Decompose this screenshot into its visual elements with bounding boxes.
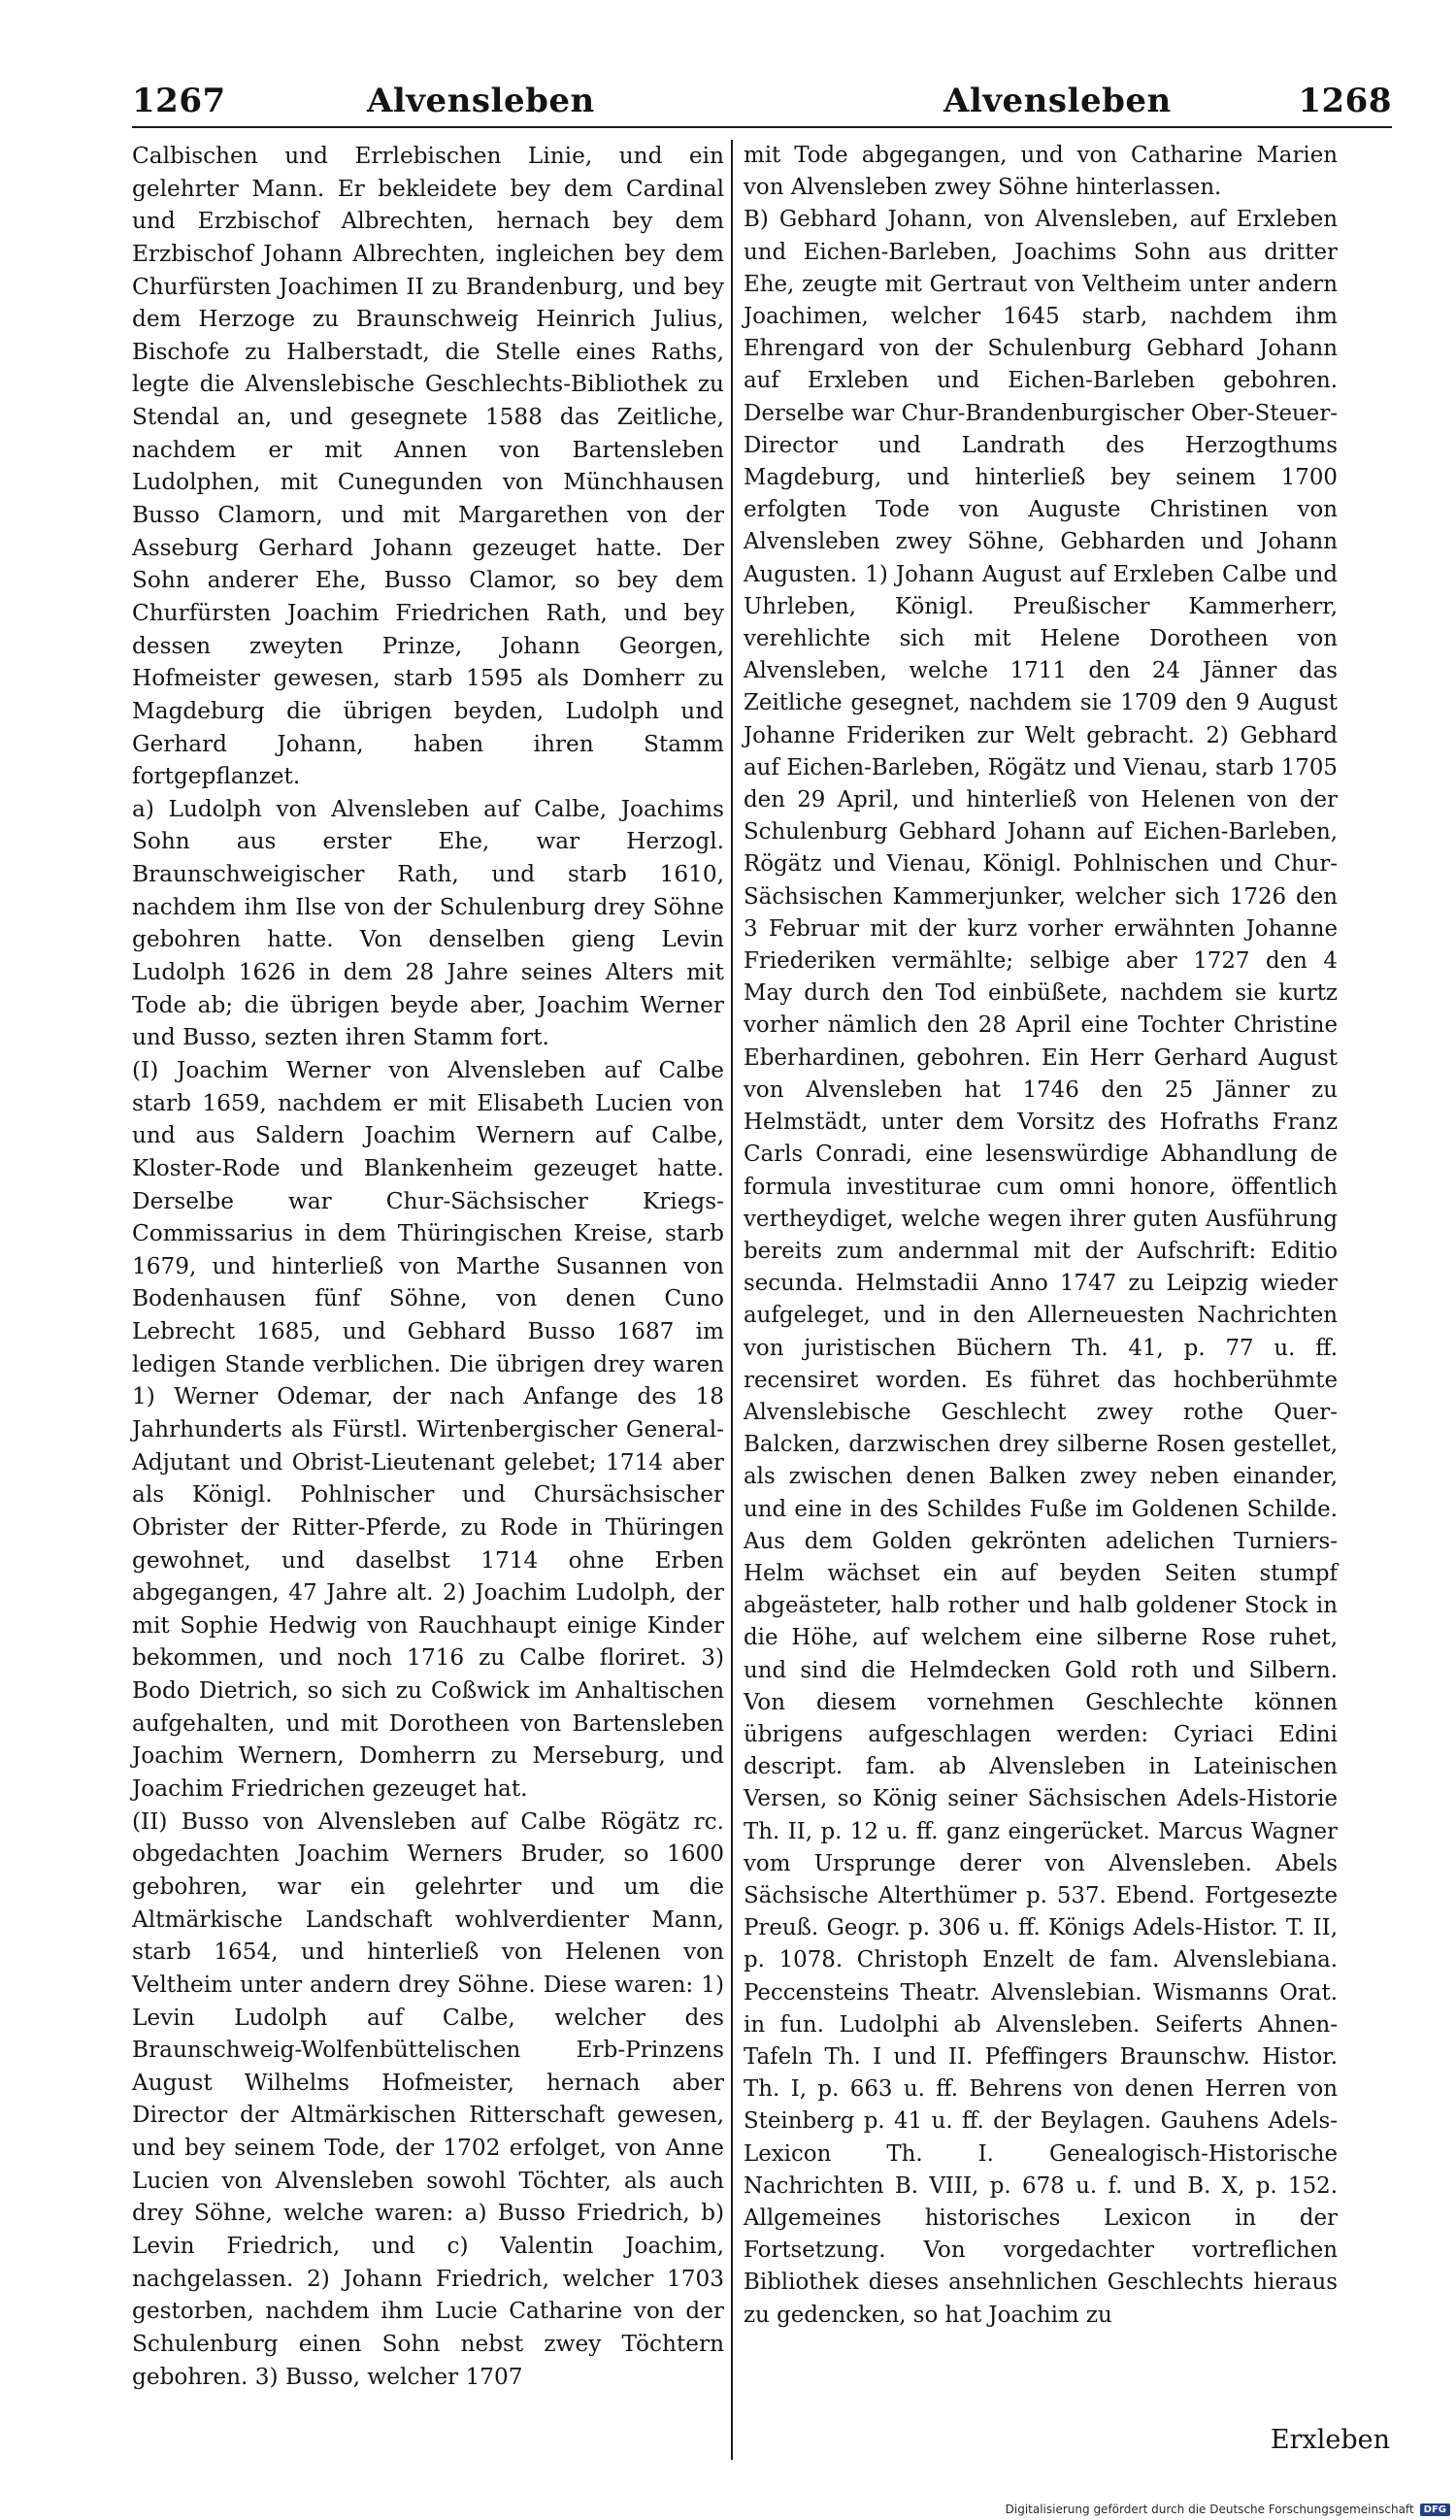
page-number-left: 1267	[132, 82, 226, 120]
running-title-right: Alvensleben	[943, 82, 1172, 120]
paragraph: a) Ludolph von Alvensleben auf Calbe, Joachims Sohn aus erster Ehe, war Herzogl. Braunschweigischer Rath, und starb 1610, nachdem ihm Ilse von der Schulenburg drey Söhne gebohren hatte. Von denselben gieng Levin Ludolph 1626 in dem 28 Jahre seines Alters mit Tode ab; die übrigen beyde aber, Joachim Werner und Busso, sezten ihren Stamm fort.	[132, 795, 724, 1051]
paragraph: (I) Joachim Werner von Alvensleben auf Calbe starb 1659, nachdem er mit Elisabeth Lucien von und aus Saldern Joachim Wernern auf Calbe, Kloster-Rode und Blankenheim gezeuget hatte. Derselbe war Chur-Sächsischer Kriegs-Commissarius in dem Thüringischen Kreise, starb 1679, und hinterließ von Marthe Susannen von Bodenhausen fünf Söhne, von denen Cuno Lebrecht 1685, und Gebhard Busso 1687 im ledigen Stande verblichen. Die übrigen drey waren 1) Werner Odemar, der nach Anfange des 18 Jahrhunderts als Fürstl. Wirtenbergischer General-Adjutant und Obrist-Lieutenant gelebet; 1714 aber als Königl. Pohlnischer und Chursächsischer Obrister der Ritter-Pferde, zu Rode in Thüringen gewohnet, und daselbst 1714 ohne Erben abgegangen, 47 Jahre alt. 2) Joachim Ludolph, der mit Sophie Hedwig von Rauchhaupt einige Kinder bekommen, und noch 1716 zu Calbe floriret. 3) Bodo Dietrich, so sich zu Coßwick im Anhaltischen aufgehalten, und mit Dorotheen von Bartensleben Joachim Wernern, Domherrn zu Merseburg, und Joachim Friedrichen gezeuget hat.	[132, 1056, 724, 1803]
paragraph: mit Tode abgegangen, und von Catharine Marien von Alvensleben zwey Söhne hinterlassen.	[744, 143, 1338, 201]
left-column	[132, 140, 724, 2393]
paragraph: Calbischen und Errlebischen Linie, und ein gelehrter Mann. Er bekleidete bey dem Cardinal und Erzbischof Albrechten, hernach bey dem Erzbischof Johann Albrechten, ingleichen bey dem Churfürsten Joachimen II zu Brandenburg, und bey dem Herzoge zu Braunschweig Heinrich Julius, Bischofe zu Halberstadt, die Stelle eines Raths, legte die Alvenslebische Geschlechts-Bibliothek zu Stendal an, und gesegnete 1588 das Zeitliche, nachdem er mit Annen von Bartensleben Ludolphen, mit Cunegunden von Münchhausen Busso Clamorn, und mit Margarethen von der Asseburg Gerhard Johann gezeuget hatte. Der Sohn anderer Ehe, Busso Clamor, so bey dem Churfürsten Joachim Friedrichen Rath, und bey dessen zweyten Prinze, Johann Georgen, Hofmeister gewesen, starb 1595 als Domherr zu Magdeburg die übrigen beyden, Ludolph und Gerhard Johann, haben ihren Stamm fortgepflanzet.	[132, 143, 724, 790]
digitization-credit	[1006, 2503, 1450, 2516]
catchword: Erxleben	[1270, 2425, 1390, 2455]
column-divider	[731, 140, 733, 2460]
page-number-right: 1268	[1298, 82, 1392, 120]
page-header	[132, 82, 1392, 130]
dfg-logo-icon: DFG	[1420, 2503, 1450, 2516]
running-title-left: Alvensleben	[367, 82, 595, 120]
paragraph: B) Gebhard Johann, von Alvensleben, auf Erxleben und Eichen-Barleben, Joachims Sohn aus dritter Ehe, zeugte mit Gertraut von Veltheim unter andern Joachimen, welcher 1645 starb, nachdem ihm Ehrengard von der Schulenburg Gebhard Johann auf Erxleben und Eichen-Barleben gebohren. Derselbe war Chur-Brandenburgischer Ober-Steuer-Director und Landrath des Herzogthums Magdeburg, und hinterließ bey seinem 1700 erfolgten Tode von Auguste Christinen von Alvensleben zwey Söhne, Gebharden und Johann Augusten. 1) Johann August auf Erxleben Calbe und Uhrleben, Königl. Preußischer Kammerherr, verehlichte sich mit Helene Dorotheen von Alvensleben, welche 1711 den 24 Jänner das Zeitliche gesegnet, nachdem sie 1709 den 9 August Johanne Frideriken zur Welt gebracht. 2) Gebhard auf Eichen-Barleben, Rögätz und Vienau, starb 1705 den 29 April, und hinterließ von Helenen von der Schulenburg Gebhard Johann auf Eichen-Barleben, Rögätz und Vienau, Königl. Pohlnischen und Chur-Sächsischen Kammerjunker, welcher sich 1726 den 3 Februar mit der kurz vorher erwähnten Johanne Friederiken vermählte; selbige aber 1727 den 4 May durch den Tod einbüßete, nachdem sie kurtz vorher nämlich den 28 April eine Tochter Christine Eberhardinen, gebohren. Ein Herr Gerhard August von Alvensleben hat 1746 den 25 Jänner zu Helmstädt, unter dem Vorsitz des Hofraths Franz Carls Conradi, eine lesenswürdige Abhandlung de formula investiturae cum omni honore, öffentlich vertheydiget, welche wegen ihrer guten Ausführung bereits zum andernmal mit der Aufschrift: Editio secunda. Helmstadii Anno 1747 zu Leipzig wieder aufgeleget, und in den Allerneuesten Nachrichten von juristischen Büchern Th. 41, p. 77 u. ff. recensiret worden. Es führet das hochberühmte Alvenslebische Geschlecht zwey rothe Quer-Balcken, darzwischen drey silberne Rosen gestellet, als zwischen denen Balken zwey neben einander, und eine in des Schildes Fuße im Goldenen Schilde. Aus dem Golden gekrönten adelichen Turniers-Helm wächset ein auf beyden Seiten stumpf abgeästeter, halb rother und halb goldener Stock in die Höhe, auf welchem eine silberne Rose ruhet, und sind die Helmdecken Gold roth und Silbern. Von diesem vornehmen Geschlechte können übrigens aufgeschlagen werden: Cyriaci Edini descript. fam. ab Alvensleben in Lateinischen Versen, so König seiner Sächsischen Adels-Historie Th. II, p. 12 u. ff. ganz eingerücket. Marcus Wagner vom Ursprunge derer von Alvensleben. Abels Sächsische Alterthümer p. 537. Ebend. Fortgesezte Preuß. Geogr. p. 306 u. ff. Königs Adels-Histor. T. II, p. 1078. Christoph Enzelt de fam. Alvenslebiana. Peccensteins Theatr. Alvenslebian. Wismanns Orat. in fun. Ludolphi ab Alvensleben. Seiferts Ahnen-Tafeln Th. I und II. Pfeffingers Braunschw. Histor. Th. I, p. 663 u. ff. Behrens von denen Herren von Steinberg p. 41 u. ff. der Beylagen. Gauhens Adels-Lexicon Th. I. Genealogisch-Historische Nachrichten B. VIII, p. 678 u. f. und B. X, p. 152. Allgemeines historisches Lexicon in der Fortsetzung. Von vorgedachter vortreflichen Bibliothek dieses ansehnlichen Geschlechts hieraus zu gedencken, so hat Joachim zu	[744, 207, 1338, 2328]
paragraph: (II) Busso von Alvensleben auf Calbe Rögätz rc. obgedachten Joachim Werners Bruder, so 1600 gebohren, war ein gelehrter und um die Altmärkische Landschaft wohlverdienter Mann, starb 1654, und hinterließ von Helenen von Veltheim unter andern drey Söhne. Diese waren: 1) Levin Ludolph auf Calbe, welcher des Braunschweig-Wolfenbüttelischen Erb-Prinzens August Wilhelms Hofmeister, hernach aber Director der Altmärkischen Ritterschaft gewesen, und bey seinem Tode, der 1702 erfolget, von Anne Lucien von Alvensleben sowohl Töchter, als auch drey Söhne, welche waren: a) Busso Friedrich, b) Levin Friedrich, und c) Valentin Joachim, nachgelassen. 2) Johann Friedrich, welcher 1703 gestorben, nachdem ihm Lucie Catharine von der Schulenburg einen Sohn nebst zwey Töchtern gebohren. 3) Busso, welcher 1707	[132, 1807, 724, 2390]
credit-text: Digitalisierung gefördert durch die Deutsche Forschungsgemeinschaft	[1005, 2503, 1414, 2516]
right-column	[744, 140, 1338, 2332]
header-rule	[132, 126, 1392, 128]
